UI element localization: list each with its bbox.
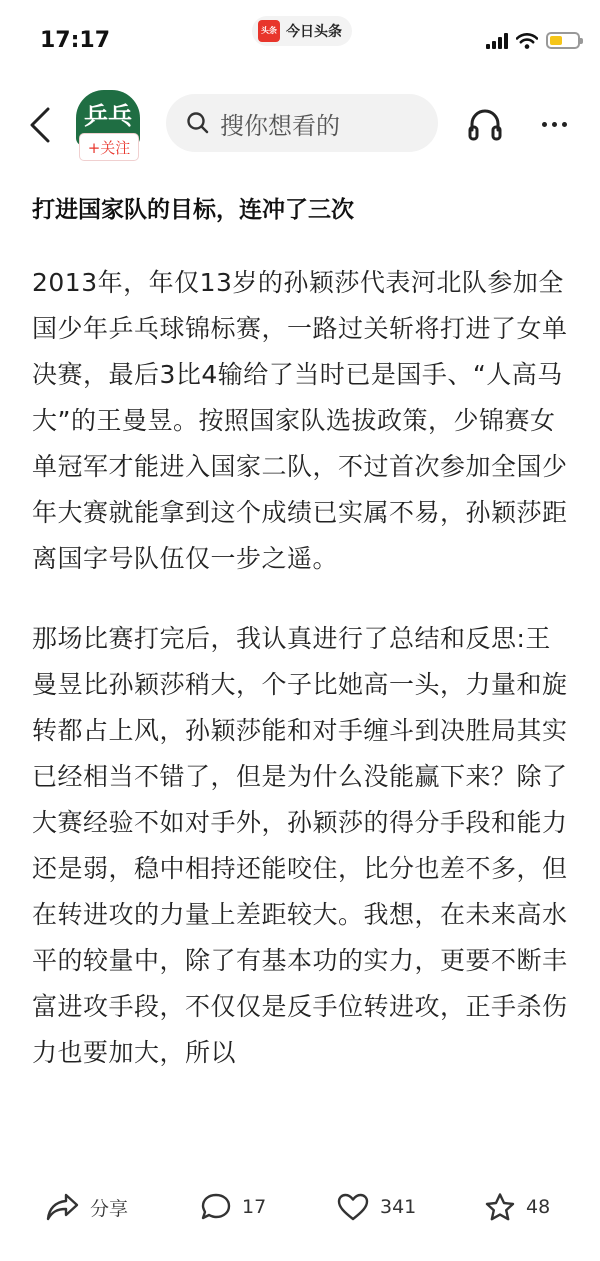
follow-button[interactable]: +关注: [80, 134, 138, 160]
like-button[interactable]: [336, 1187, 416, 1227]
like-count: 341: [380, 1196, 417, 1218]
star-icon: [484, 1192, 516, 1222]
back-button[interactable]: [22, 102, 58, 148]
article-heading: 打进国家队的目标，连冲了三次: [32, 197, 354, 223]
bottom-action-bar: [0, 1165, 600, 1261]
app-indicator-pill[interactable]: [252, 16, 352, 46]
more-button[interactable]: [534, 102, 574, 146]
heart-icon: [336, 1192, 370, 1222]
article-body: [0, 170, 600, 1165]
status-icons: [486, 32, 580, 49]
share-icon: [46, 1192, 80, 1222]
search-placeholder: 搜你想看的: [220, 111, 340, 140]
article-paragraph: 2013年，年仅13岁的孙颖莎代表河北队参加全国少年乒乓球锦标赛，一路过关斩将打进了女单决赛，最后3比4输给了当时已是国手、“人高马大”的王曼昱。按照国家队选拔政策，少锦赛女单冠军才能进入国家二队，不过首次参加全国少年大赛就能拿到这个成绩已实属不易，孙颖莎距离国字号队伍仅一步之遥。: [32, 268, 568, 573]
status-time: 17:17: [40, 28, 111, 53]
toutiao-logo-icon: 头条: [258, 20, 280, 42]
comment-count: 17: [242, 1196, 267, 1218]
share-button[interactable]: [46, 1187, 128, 1227]
more-icon: [542, 122, 547, 127]
author-avatar[interactable]: [76, 90, 142, 164]
cellular-signal-icon: [486, 33, 508, 49]
back-icon: [29, 107, 51, 143]
search-icon: [186, 111, 210, 135]
comment-button[interactable]: [200, 1187, 266, 1227]
avatar: 乒乓: [76, 90, 140, 146]
battery-icon: [546, 32, 580, 49]
listen-button[interactable]: [465, 102, 505, 146]
search-bar[interactable]: [166, 94, 438, 152]
app-name: 今日头条: [286, 24, 342, 40]
article-header: [0, 80, 600, 170]
wifi-icon: [516, 33, 538, 49]
favorite-count: 48: [526, 1196, 551, 1218]
article-paragraph: 那场比赛打完后，我认真进行了总结和反思:王曼昱比孙颖莎稍大，个子比她高一头，力量和旋转都占上风，孙颖莎能和对手缠斗到决胜局其实已经相当不错了，但是为什么没能赢下来？除了大赛经验不如对手外，孙颖莎的得分手段和能力还是弱，稳中相持还能咬住，比分也差不多，但在转进攻的力量上差距较大。我想，在未来高水平的较量中，除了有基本功的实力，更要不断丰富进攻手段，不仅仅是反手位转进攻，正手杀伤力也要加大，所以: [32, 624, 568, 1067]
favorite-button[interactable]: [484, 1187, 550, 1227]
comment-icon: [200, 1192, 232, 1222]
share-label: 分享: [90, 1197, 129, 1220]
status-bar: [0, 0, 600, 80]
headphones-icon: [467, 106, 503, 142]
